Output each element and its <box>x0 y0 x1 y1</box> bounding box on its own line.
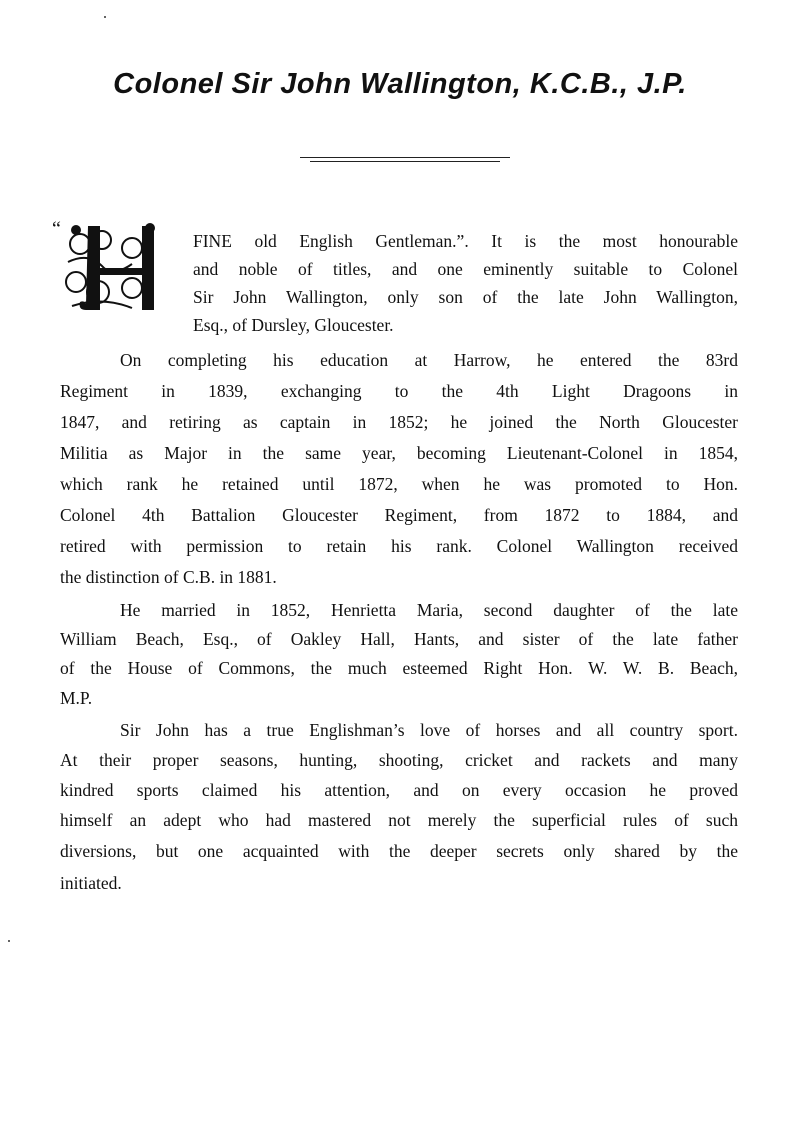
title-rule <box>300 157 510 158</box>
text-line: He married in 1852, Henrietta Maria, second daughter of the late <box>120 600 738 620</box>
text-line: initiated. <box>60 873 122 893</box>
text-line: On completing his education at Harrow, he entered the 83rd <box>120 350 738 370</box>
text-line: Colonel 4th Battalion Gloucester Regiment, from 1872 to 1884, and <box>60 505 738 525</box>
text-line: of the House of Commons, the much esteemed Right Hon. W. W. B. Beach, <box>60 658 738 678</box>
text-line: Sir John has a true Englishman’s love of horses and all country sport. <box>120 720 738 740</box>
scan-speck <box>104 16 106 18</box>
text-line: kindred sports claimed his attention, and on every occasion he proved <box>60 780 738 800</box>
text-line: 1847, and retiring as captain in 1852; he joined the North Gloucester <box>60 412 738 432</box>
text-line: retired with permission to retain his rank. Colonel Wallington received <box>60 536 738 556</box>
text-line: diversions, but one acquainted with the deeper secrets only shared by the <box>60 841 738 861</box>
text-line: Sir John Wallington, only son of the late John Wallington, <box>193 287 738 307</box>
text-line: FINE old English Gentleman.”. It is the most honourable <box>193 231 738 251</box>
text-line: himself an adept who had mastered not merely the superficial rules of such <box>60 810 738 830</box>
ornamental-letter-a-icon <box>62 222 158 314</box>
text-line: Esq., of Dursley, Gloucester. <box>193 315 394 335</box>
text-line: Regiment in 1839, exchanging to the 4th Light Dragoons in <box>60 381 738 401</box>
text-line: which rank he retained until 1872, when he was promoted to Hon. <box>60 474 738 494</box>
text-line: Militia as Major in the same year, becoming Lieutenant-Colonel in 1854, <box>60 443 738 463</box>
text-line: At their proper seasons, hunting, shooting, cricket and rackets and many <box>60 750 738 770</box>
text-line: M.P. <box>60 688 93 708</box>
scan-speck <box>8 940 10 942</box>
text-line: and noble of titles, and one eminently suitable to Colonel <box>193 259 738 279</box>
title-rule <box>310 161 500 162</box>
open-quote: “ <box>52 218 61 240</box>
text-line: William Beach, Esq., of Oakley Hall, Hants, and sister of the late father <box>60 629 738 649</box>
ornamental-dropcap <box>52 218 158 314</box>
text-line: the distinction of C.B. in 1881. <box>60 567 277 587</box>
page-title: Colonel Sir John Wallington, K.C.B., J.P. <box>113 68 687 100</box>
